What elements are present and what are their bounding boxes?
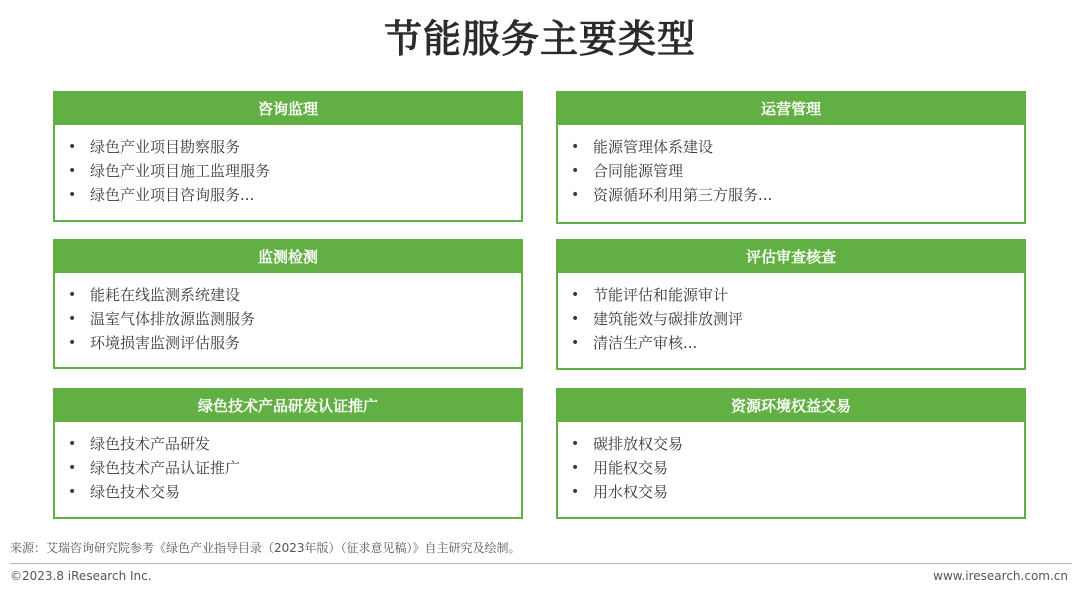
list-item [558,283,1024,307]
card-header: 评估审查核查 [558,241,1024,273]
list-item [558,307,1024,331]
website-link[interactable]: www.iresearch.com.cn [933,569,1068,583]
list-item-text: 绿色产业项目勘察服务 [90,138,241,156]
bullet-icon: • [571,436,580,452]
list-item-text: 建筑能效与碳排放测评 [593,310,744,328]
bullet-icon: • [68,460,77,476]
card-body [55,273,521,355]
card-body [558,422,1024,504]
list-item-text: 绿色技术产品认证推广 [90,459,241,477]
bullet-icon: • [571,187,580,203]
bullet-icon: • [68,187,77,203]
list-item-text: 绿色产业项目咨询服务... [90,186,255,204]
bullet-icon: • [68,287,77,303]
bullet-icon: • [571,460,580,476]
bullet-icon: • [571,484,580,500]
bullet-icon: • [68,163,77,179]
card-rights-trading [556,388,1026,519]
card-header: 绿色技术产品研发认证推广 [55,390,521,422]
source-note: 来源：艾瑞咨询研究院参考《绿色产业指导目录（2023年版）（征求意见稿）》自主研究及绘制。 [10,541,521,555]
bullet-icon: • [68,139,77,155]
list-item [558,331,1024,355]
bullet-icon: • [571,311,580,327]
bullet-icon: • [68,436,77,452]
card-green-tech [53,388,523,519]
list-item [55,456,521,480]
list-item [558,135,1024,159]
list-item-text: 绿色产业项目施工监理服务 [90,162,271,180]
list-item-text: 合同能源管理 [593,162,684,180]
list-item [55,480,521,504]
list-item [558,456,1024,480]
bullet-icon: • [571,163,580,179]
list-item [55,159,521,183]
list-item-text: 碳排放权交易 [593,435,684,453]
list-item [55,432,521,456]
card-body [558,273,1024,355]
list-item [55,283,521,307]
bullet-icon: • [571,287,580,303]
list-item-text: 绿色技术交易 [90,483,181,501]
card-body [55,422,521,504]
page-title: 节能服务主要类型 [383,17,696,61]
list-item-text: 能源管理体系建设 [593,138,714,156]
list-item-text: 能耗在线监测系统建设 [90,286,241,304]
card-header: 咨询监理 [55,93,521,125]
list-item-text: 用水权交易 [593,483,669,501]
card-body [55,125,521,207]
list-item [55,331,521,355]
bullet-icon: • [68,311,77,327]
list-item-text: 节能评估和能源审计 [593,286,729,304]
list-item [558,159,1024,183]
footer-divider [10,563,1072,564]
list-item [55,183,521,207]
card-body [558,125,1024,207]
card-header: 运营管理 [558,93,1024,125]
bullet-icon: • [68,484,77,500]
list-item [558,183,1024,207]
list-item-text: 温室气体排放源监测服务 [90,310,256,328]
list-item [55,135,521,159]
bullet-icon: • [68,335,77,351]
bullet-icon: • [571,335,580,351]
list-item-text: 清洁生产审核... [593,334,698,352]
card-monitoring-testing [53,239,523,369]
list-item-text: 用能权交易 [593,459,669,477]
list-item [558,480,1024,504]
list-item-text: 绿色技术产品研发 [90,435,211,453]
card-header: 资源环境权益交易 [558,390,1024,422]
card-consulting-supervision [53,91,523,222]
list-item [558,432,1024,456]
list-item [55,307,521,331]
bullet-icon: • [571,139,580,155]
card-assessment-review [556,239,1026,370]
card-operations-management [556,91,1026,224]
list-item-text: 环境损害监测评估服务 [90,334,241,352]
card-header: 监测检测 [55,241,521,273]
list-item-text: 资源循环利用第三方服务... [593,186,773,204]
copyright-text: ©2023.8 iResearch Inc. [10,569,152,583]
